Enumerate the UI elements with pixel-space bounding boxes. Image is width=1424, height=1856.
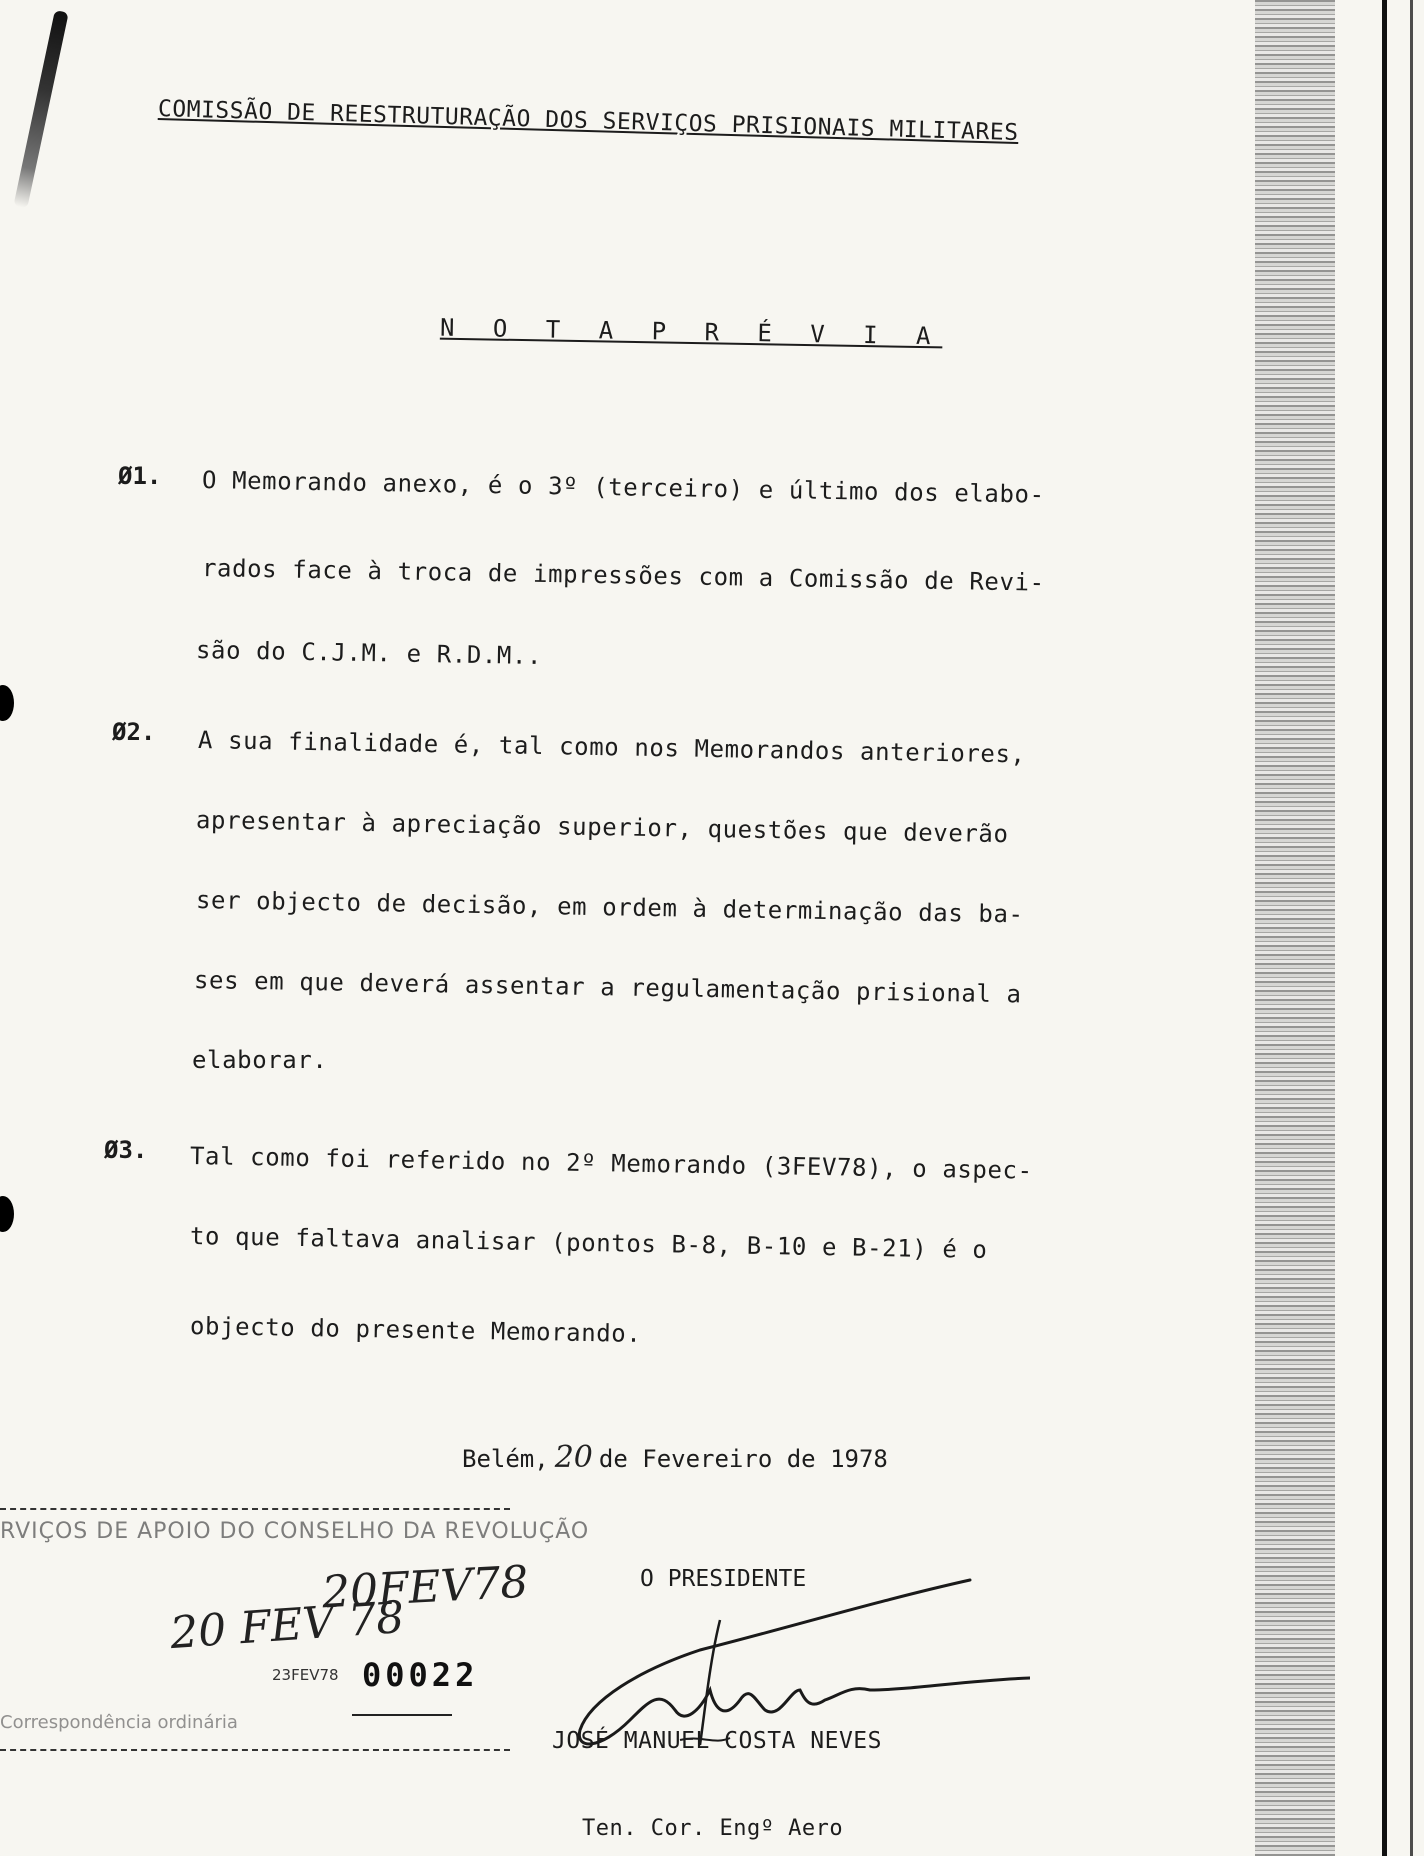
- paragraph-number: Ø3.: [104, 1136, 148, 1164]
- date-day-handwritten: 20: [554, 1440, 593, 1475]
- paragraph-line: objecto do presente Memorando.: [189, 1312, 642, 1348]
- scan-edge-line: [1410, 0, 1413, 1856]
- date-line: [462, 1440, 888, 1475]
- signature-label: O PRESIDENTE: [640, 1566, 807, 1592]
- paragraph-number: Ø2.: [112, 718, 156, 746]
- paragraph-line: ses em que deverá assentar a regulamentação prisional a: [193, 966, 1022, 1009]
- paragraph-line: apresentar à apreciação superior, questões que deverão: [195, 806, 1009, 849]
- punch-hole: [0, 1196, 14, 1232]
- stamp-number: 00022: [362, 1656, 479, 1694]
- paragraph-line: to que faltava analisar (pontos B-8, B-10 e B-21) é o: [189, 1222, 988, 1264]
- paragraph-line: A sua finalidade é, tal como nos Memorandos anteriores,: [197, 726, 1026, 769]
- punch-hole: [0, 685, 14, 721]
- stamp-header: RVIÇOS DE APOIO DO CONSELHO DA REVOLUÇÃO: [0, 1519, 590, 1544]
- paragraph-line: Tal como foi referido no 2º Memorando (3FEV78), o aspec-: [189, 1142, 1033, 1185]
- header-title: COMISSÃO DE REESTRUTURAÇÃO DOS SERVIÇOS PRISIONAIS MILITARES: [157, 96, 1019, 147]
- stamp-rule: [352, 1714, 452, 1716]
- paragraph-line: são do C.J.M. e R.D.M..: [195, 636, 543, 671]
- stamp-handwritten-date: 20 FEV 78: [168, 1591, 406, 1660]
- paragraph-line: rados face à troca de impressões com a Comissão de Revi-: [201, 554, 1045, 597]
- margin-ink-stroke: [13, 10, 68, 209]
- document-title: N O T A P R É V I A: [439, 313, 943, 351]
- stamp-footer: Correspondência ordinária: [0, 1712, 238, 1733]
- scan-edge-line: [1382, 0, 1387, 1856]
- stamp-border: [0, 1749, 510, 1753]
- stamp-handwritten-date: 20FEV78: [320, 1556, 530, 1619]
- signatory-rank: Ten. Cor. Engº Aero: [582, 1816, 844, 1841]
- date-place: Belém,: [462, 1445, 549, 1473]
- signatory-name: JOSÉ MANUEL COSTA NEVES: [552, 1728, 882, 1754]
- paragraph-line: elaborar.: [192, 1046, 328, 1074]
- stamp-date-code: 23FEV78: [272, 1666, 339, 1684]
- scan-edge-noise: [1255, 0, 1335, 1856]
- date-rest: de Fevereiro de 1978: [598, 1445, 888, 1473]
- paragraph-line: ser objecto de decisão, em ordem à determinação das ba-: [195, 886, 1024, 929]
- stamp-border: [0, 1508, 510, 1512]
- paragraph-number: Ø1.: [118, 462, 162, 490]
- paragraph-line: O Memorando anexo, é o 3º (terceiro) e último dos elabo-: [201, 466, 1045, 509]
